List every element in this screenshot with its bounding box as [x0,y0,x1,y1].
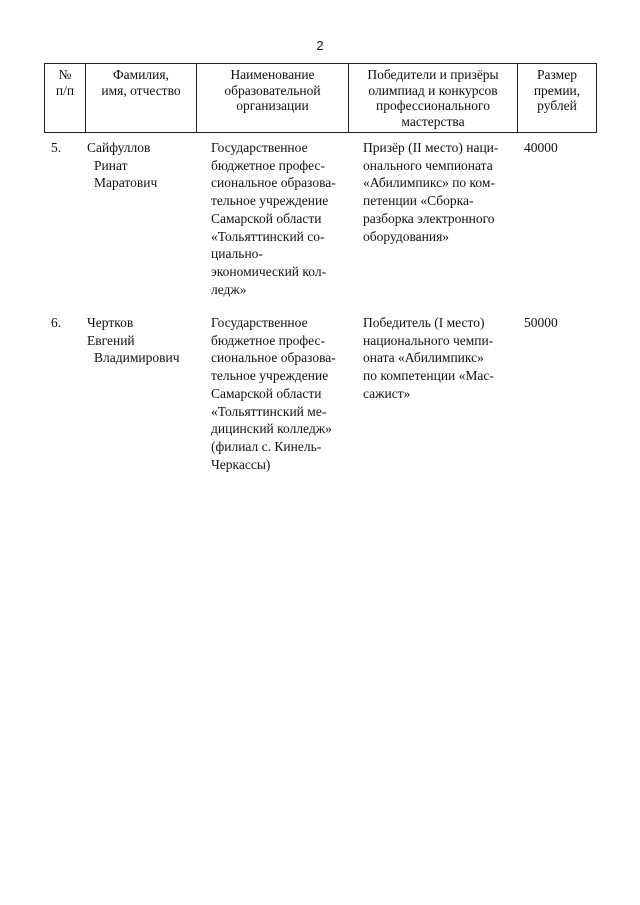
org-line: Государственное [211,140,308,155]
row-organization [196,314,348,473]
header-winners [349,64,518,132]
org-line: Самарской области [211,385,322,401]
header-amount-line: Размер [537,67,577,82]
winner-line: национального чемпи- [363,332,494,348]
name-line: Евгений [87,332,135,348]
row-number: 6. [51,315,62,330]
header-name [86,64,197,132]
name-line: Сайфуллов [87,140,151,155]
winner-line: по компетенции «Мас- [363,368,494,384]
winner-line: Победитель (I место) [363,315,485,330]
row-achievement [348,314,517,473]
org-line: «Тольяттинский со- [211,228,325,244]
org-line: бюджетное профес- [211,157,325,173]
winner-line: петенции «Сборка- [363,193,474,209]
header-org-line: образовательной [224,82,321,98]
row-achievement [348,139,517,298]
row-amount: 40000 [524,140,558,155]
table-header [44,63,597,133]
org-line: сиональное образова- [211,175,336,191]
header-amount-line: премии, [533,82,581,98]
table-row [44,314,597,473]
header-num-line: п/п [55,82,75,98]
org-line: дицинский колледж» [211,421,332,437]
winner-line: сажист» [363,385,411,401]
org-line: сиональное образова- [211,350,336,366]
org-line: Черкассы) [211,456,271,472]
table-row [44,139,597,298]
winner-line: «Абилимпикс» по ком- [363,175,495,191]
header-name-line: Фамилия, [113,67,169,82]
page-number: 2 [316,38,324,53]
header-amount-line: рублей [537,98,577,113]
org-line: «Тольяттинский ме- [211,403,327,419]
row-full-name [85,314,196,473]
org-line: циально- [211,246,263,262]
org-line: Государственное [211,315,308,330]
winner-line: оборудования» [363,228,450,244]
header-amount [518,64,596,132]
org-line: бюджетное профес- [211,332,325,348]
org-line: тельное учреждение [211,368,329,384]
org-line: тельное учреждение [211,193,329,209]
header-winners-line: мастерства [401,113,465,129]
header-winners-line: Победители и призёры [367,67,499,82]
header-winners-line: профессионального [376,98,490,113]
header-num-line: № [58,67,72,82]
name-line: Ринат [94,157,128,173]
org-line: экономический кол- [211,263,327,279]
header-winners-line: олимпиад и конкурсов [368,82,498,98]
winner-line: Призёр (II место) наци- [363,140,499,155]
winner-line: оната «Абилимпикс» [363,350,484,366]
header-num [45,64,86,132]
header-org-line: Наименование [230,67,315,82]
org-line: (филиал с. Кинель- [211,438,322,454]
winner-line: онального чемпионата [363,157,493,173]
header-name-line: имя, отчество [101,82,181,98]
row-organization [196,139,348,298]
header-org [197,64,349,132]
org-line: ледж» [211,281,247,297]
header-org-line: организации [236,98,309,113]
name-line: Владимирович [94,350,180,366]
row-amount: 50000 [524,315,558,330]
row-number: 5. [51,140,62,155]
name-line: Чертков [87,315,134,330]
row-full-name [85,139,196,298]
winner-line: разборка электронного [363,210,495,226]
name-line: Маратович [94,175,158,191]
org-line: Самарской области [211,210,322,226]
